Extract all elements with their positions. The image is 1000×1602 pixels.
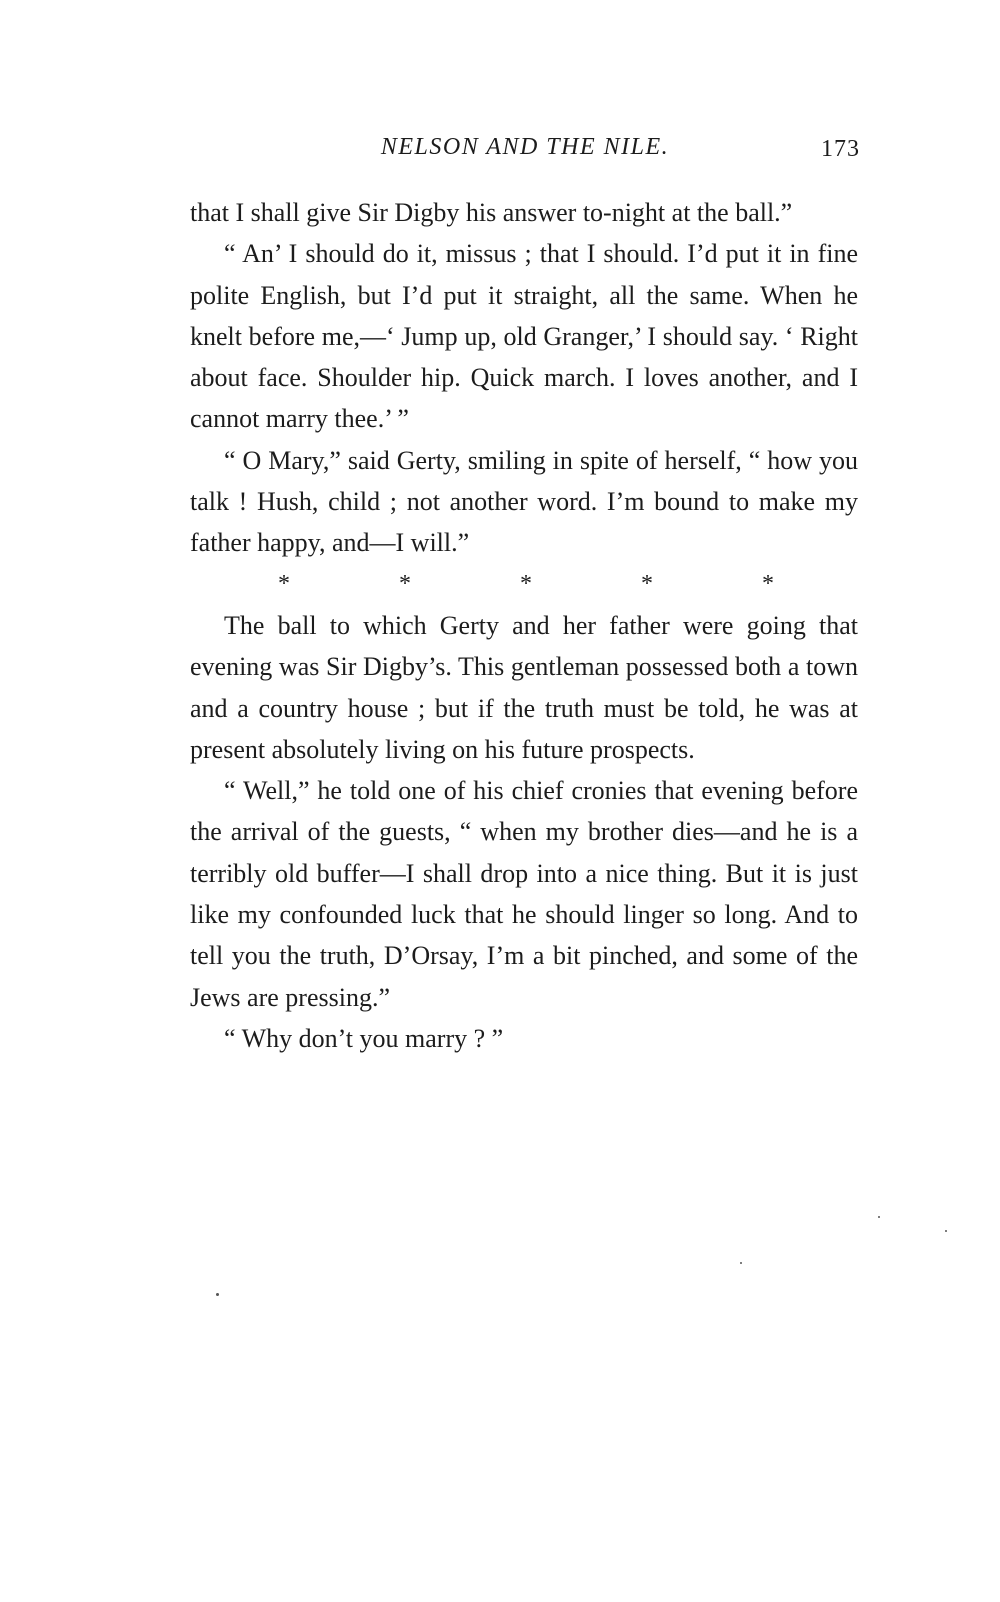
paragraph: “ O Mary,” said Gerty, smiling in spite of herself, “ how you talk ! Hush, child ; not another word. I’m bound to make my father happy, and—I will.” — [190, 445, 858, 558]
body-text — [190, 192, 858, 1059]
paragraph: The ball to which Gerty and her father were going that evening was Sir Digby’s. This gentleman possessed both a town and a country house ; but if the truth must be told, he was at present absolutely living on his future prospects. — [190, 610, 858, 764]
paragraph: “ Why don’t you marry ? ” — [224, 1023, 504, 1053]
scan-speck — [945, 1230, 947, 1232]
section-break — [190, 564, 858, 605]
paragraph: “ Well,” he told one of his chief cronies that evening before the arrival of the guests, “ when my brother dies—and he is a terribly old buffer—I shall drop into a nice thing. But it is just like my confounded luck that he should linger so long. And to tell you the truth, D’Orsay, I’m a bit pinched, and some of the Jews are pressing.” — [190, 776, 858, 1012]
asterisk: * — [762, 570, 774, 597]
paragraph: “ An’ I should do it, missus ; that I should. I’d put it in fine polite English, but I’d put it straight, all the same. When he knelt before me,—‘ Jump up, old Granger,’ I should say. ‘ Right about face. Shoulder hip. Quick march. I loves another, and I cannot marry thee.’ ” — [190, 239, 858, 434]
page-number: 173 — [821, 136, 860, 162]
running-title: NELSON AND THE NILE. — [380, 134, 670, 160]
asterisk: * — [399, 570, 411, 597]
asterisk: * — [520, 570, 532, 597]
paragraph-continued: that I shall give Sir Digby his answer to-night at the ball.” — [190, 198, 793, 227]
scan-speck — [878, 1216, 880, 1218]
asterisk: * — [278, 570, 290, 597]
asterisk: * — [641, 570, 653, 597]
scan-speck — [216, 1293, 219, 1296]
scan-speck — [740, 1262, 742, 1264]
page-header — [190, 134, 860, 170]
